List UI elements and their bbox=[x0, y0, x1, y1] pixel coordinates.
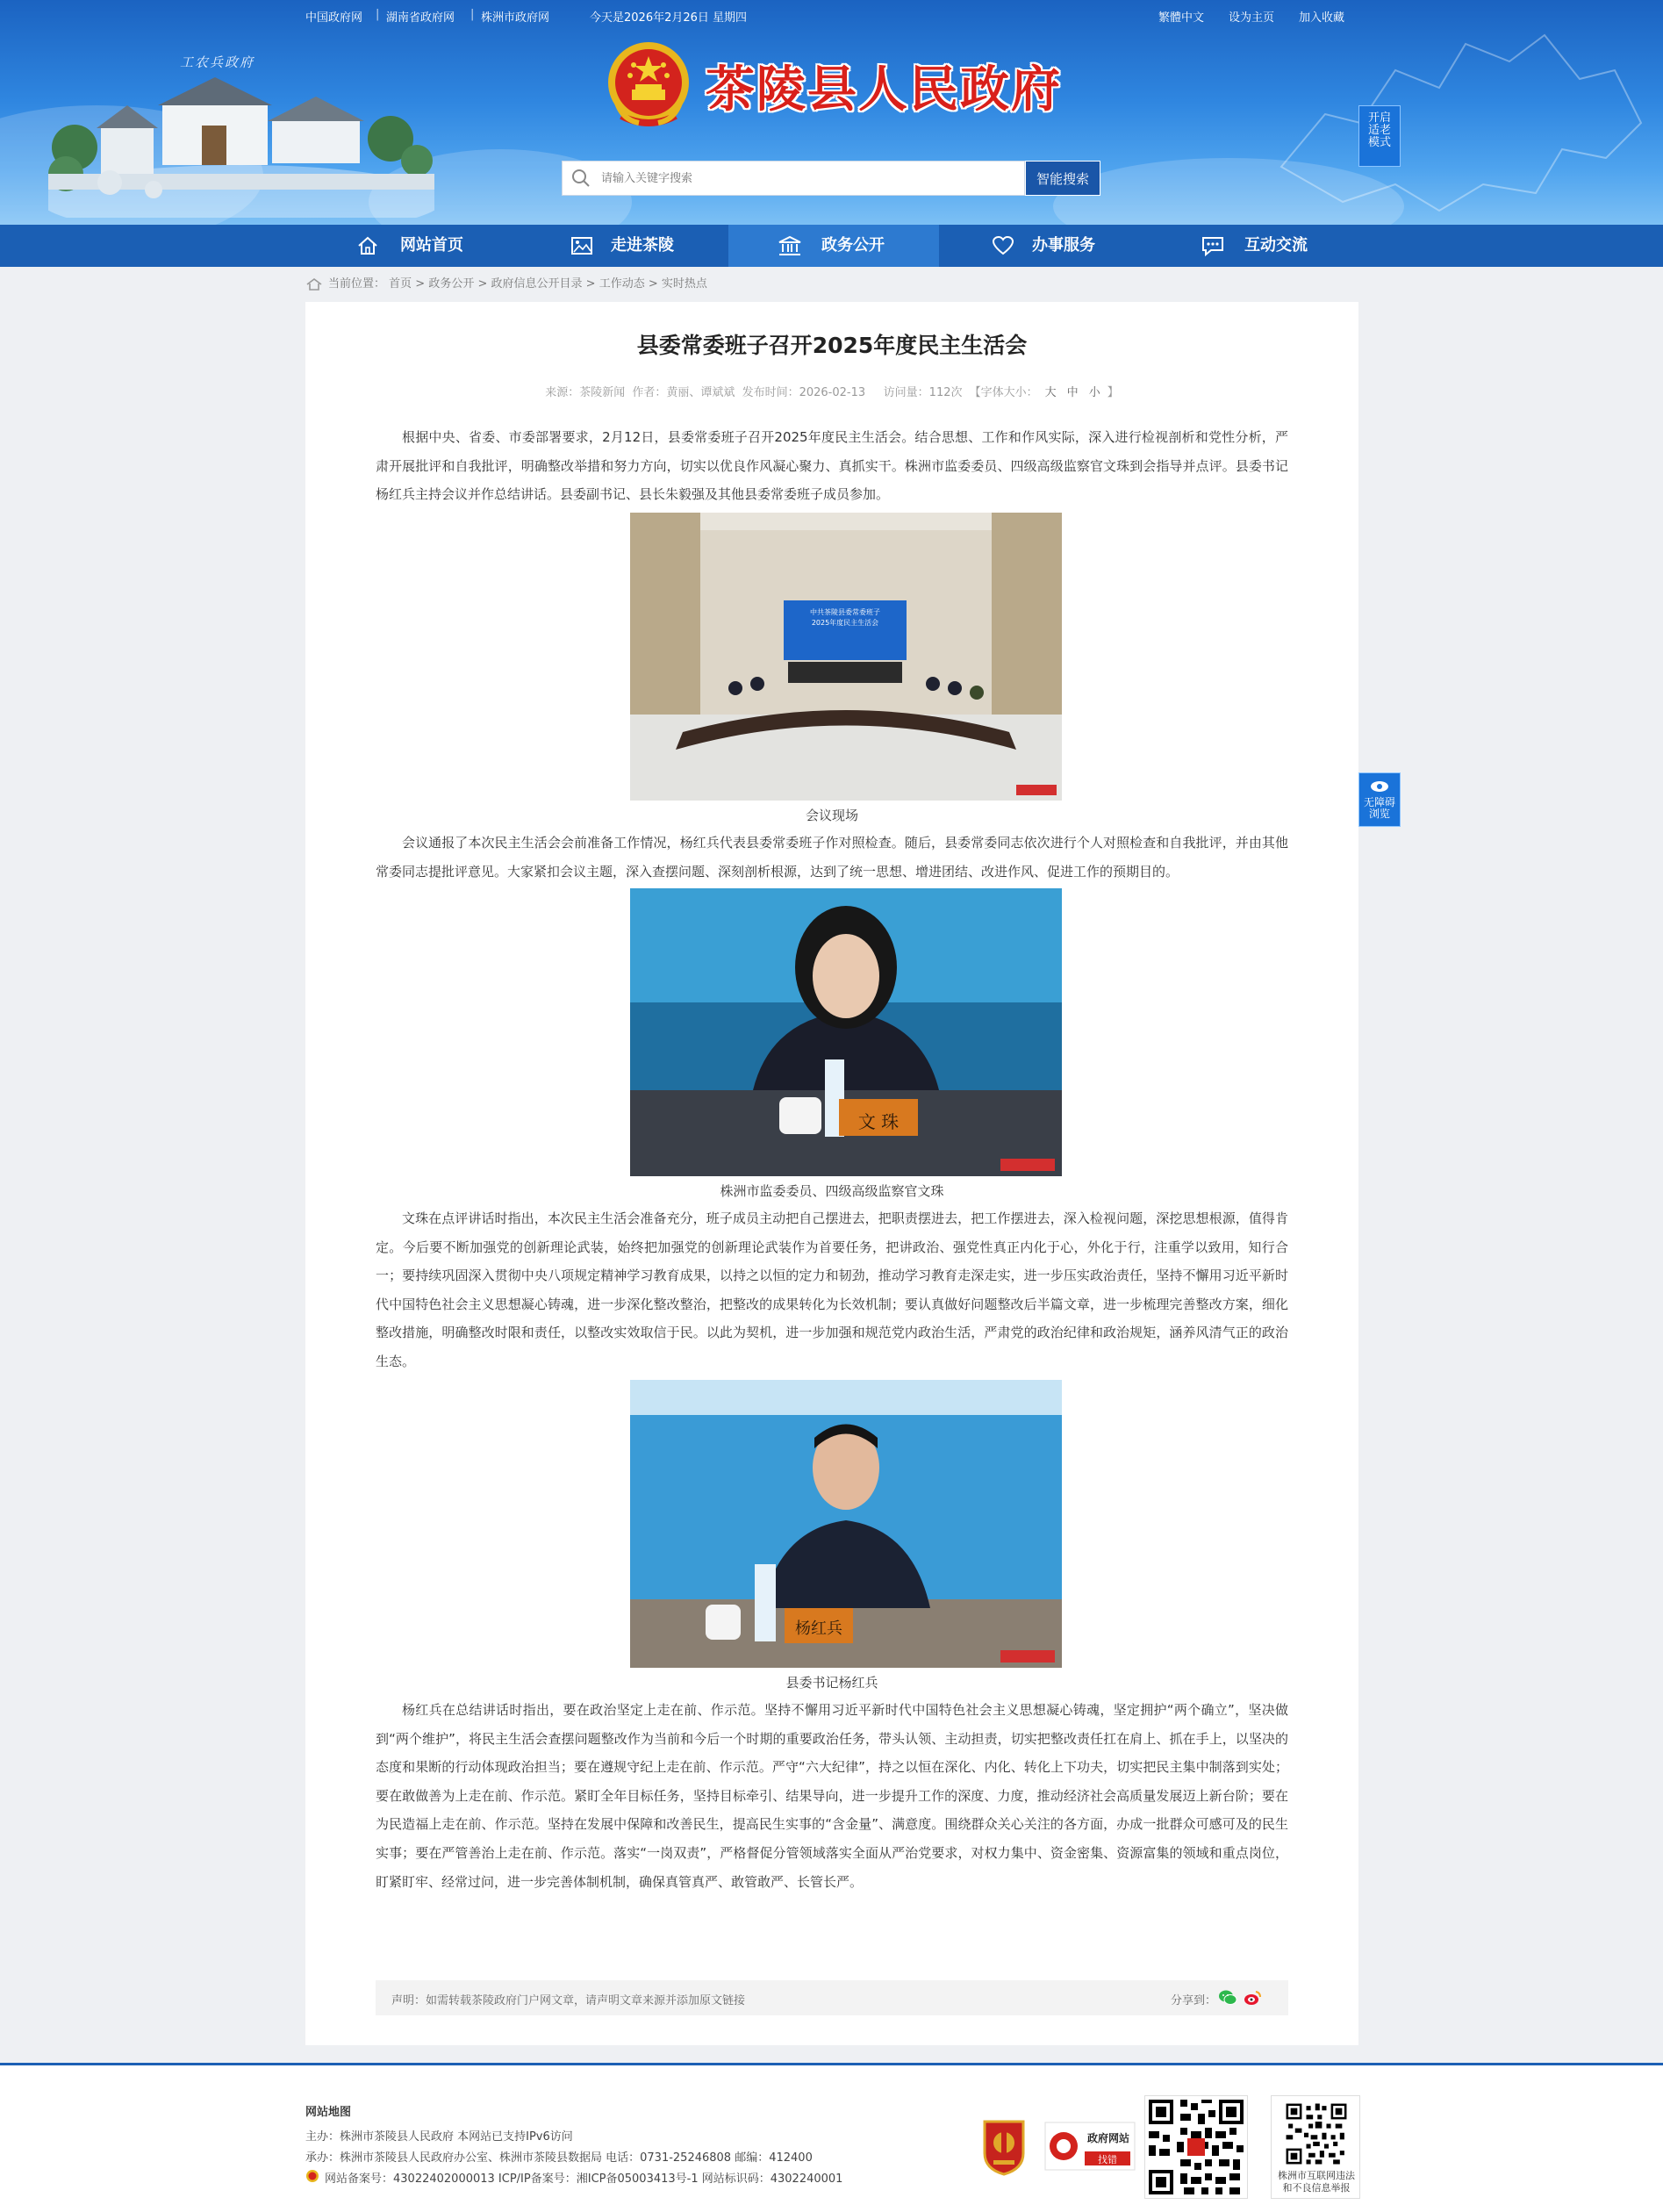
nav-item-interaction[interactable] bbox=[1150, 225, 1360, 267]
party-gov-badge-icon[interactable] bbox=[981, 2118, 1027, 2176]
breadcrumb-prefix: 当前位置： bbox=[328, 277, 386, 291]
breadcrumb-item[interactable]: 首页 bbox=[389, 277, 412, 291]
screen-text: 中共茶陵县委常委班子 bbox=[810, 608, 880, 616]
breadcrumb-separator: > bbox=[582, 277, 599, 291]
wechat-icon[interactable] bbox=[1218, 1989, 1237, 2007]
nav-item-services[interactable] bbox=[939, 225, 1150, 267]
font-size-label: 【字体大小： bbox=[969, 386, 1038, 399]
header-scene-image bbox=[48, 51, 434, 218]
accessibility-button[interactable] bbox=[1358, 772, 1401, 827]
picture-icon bbox=[570, 235, 593, 256]
wechat-qr-code bbox=[1144, 2095, 1248, 2199]
qr-caption: 株洲市互联网违法 bbox=[1278, 2170, 1355, 2181]
breadcrumb-separator: > bbox=[474, 277, 491, 291]
font-size-large[interactable]: 大 bbox=[1044, 386, 1057, 399]
building-icon bbox=[778, 235, 802, 256]
home-icon bbox=[356, 235, 379, 256]
header bbox=[0, 0, 1663, 225]
gov-site-error-badge[interactable] bbox=[1044, 2122, 1136, 2171]
main-nav bbox=[0, 225, 1663, 267]
home-icon bbox=[305, 277, 323, 291]
report-qr-code bbox=[1271, 2095, 1360, 2199]
search-box bbox=[562, 161, 1025, 196]
sitemap-link[interactable]: 网站地图 bbox=[305, 2106, 352, 2119]
traditional-chinese-link[interactable]: 繁體中文 bbox=[1158, 11, 1205, 25]
share-label: 分享到： bbox=[1171, 1994, 1217, 2007]
photo-caption: 会议现场 bbox=[805, 808, 858, 823]
elder-mode-label: 模式 bbox=[1367, 136, 1391, 149]
badge-text: 政府网站 bbox=[1086, 2132, 1129, 2144]
meeting-photo bbox=[630, 513, 1062, 801]
nav-item-about[interactable] bbox=[518, 225, 728, 267]
nav-label: 网站首页 bbox=[400, 236, 463, 255]
link-gov-cn[interactable]: 中国政府网 bbox=[305, 11, 363, 25]
smart-search-button[interactable]: 智能搜索 bbox=[1025, 161, 1100, 196]
breadcrumb-item[interactable]: 实时热点 bbox=[661, 277, 707, 291]
photo-caption: 株洲市监委委员、四级高级监察官文珠 bbox=[720, 1183, 944, 1199]
article-title: 县委常委班子召开2025年度民主生活会 bbox=[636, 333, 1028, 358]
article-views: 访问量：112次 bbox=[883, 386, 963, 399]
article-paragraph: 会议通报了本次民主生活会会前准备工作情况，杨红兵代表县委常委班子作对照检查。随后，县委常委同志依次进行个人对照检查和自我批评，并由其他常委同志提批评意见。大家紧扣会议主题，深入查摆问题、深刻剖析根源，达到了统一思想、增进团结、改进作风、促进工作的预期目的。 bbox=[376, 835, 1288, 880]
article-paragraph: 根据中央、省委、市委部署要求，2月12日，县委常委班子召开2025年度民主生活会。结合思想、工作和作风实际，深入进行检视剖析和党性分析，严肃开展批评和自我批评，明确整改举措和努力方向，切实以优良作风凝心聚力、真抓实干。株洲市监委委员、四级高级监察官文珠到会指导并点评。县委书记杨红兵主持会议并作总结讲话。县委副书记、县长朱毅强及其他县委常委班子成员参加。 bbox=[376, 429, 1288, 503]
elder-mode-label: 适老 bbox=[1367, 124, 1391, 137]
font-size-medium[interactable]: 中 bbox=[1066, 386, 1079, 399]
footer bbox=[0, 2063, 1663, 2212]
nav-label: 政务公开 bbox=[821, 236, 885, 255]
county-map-outline bbox=[1229, 9, 1650, 219]
set-homepage-link[interactable]: 设为主页 bbox=[1229, 11, 1275, 25]
link-hunan-gov[interactable]: 湖南省政府网 bbox=[386, 11, 455, 25]
speaker-photo-yanghongbing bbox=[630, 1380, 1062, 1668]
breadcrumb-separator: > bbox=[644, 277, 662, 291]
nav-item-gov-affairs[interactable] bbox=[728, 225, 939, 267]
weibo-icon[interactable] bbox=[1243, 1989, 1262, 2007]
badge-text: 找错 bbox=[1098, 2154, 1117, 2165]
nav-label: 走进茶陵 bbox=[611, 236, 674, 255]
nav-label: 办事服务 bbox=[1032, 236, 1095, 255]
article-paragraph: 文珠在点评讲话时指出，本次民主生活会准备充分，班子成员主动把自己摆进去，把职责摆进去，把工作摆进去，深入检视问题，深挖思想根源，值得肯定。今后要不断加强党的创新理论武装，始终把加强党的创新理论武装作为首要任务，把讲政治、强党性真正内化于心，外化于行，注重学以致用，知行合一；要持续巩固深入贯彻中央八项规定精神学习教育成果，以持之以恒的定力和韧劲，推动学习教育走深走实，进一步压实政治责任，坚持不懈用习近平新时代中国特色社会主义思想凝心铸魂，进一步深化整改整治，把整改的成果转化为长效机制；要认真做好问题整改后半篇文章，进一步梳理完善整改方案，细化整改措施，明确整改时限和责任，以整改实效取信于民。以此为契机，进一步加强和规范党内政治生活，严肃党的政治纪律和政治规矩，涵养风清气正的政治生态。 bbox=[376, 1210, 1288, 1369]
footer-host: 主办：株洲市茶陵县人民政府 本网站已支持IPv6访问 bbox=[305, 2130, 573, 2144]
footer-organizer: 承办：株洲市茶陵县人民政府办公室、株洲市茶陵县数据局 电话：0731-25246808 邮编：412400 bbox=[305, 2151, 813, 2165]
nav-item-home[interactable] bbox=[307, 225, 518, 267]
national-emblem-icon bbox=[604, 39, 693, 135]
current-date: 今天是2026年2月26日 星期四 bbox=[590, 11, 748, 25]
search-input[interactable] bbox=[601, 169, 1014, 188]
font-size-end: 】 bbox=[1107, 386, 1119, 399]
article-meta bbox=[305, 383, 1358, 399]
breadcrumb-item[interactable]: 政务公开 bbox=[428, 277, 475, 291]
link-zhuzhou-gov[interactable]: 株洲市政府网 bbox=[481, 11, 550, 25]
statement-text: 声明：如需转载茶陵政府门户网文章，请声明文章来源并添加原文链接 bbox=[391, 1994, 746, 2007]
add-favorite-link[interactable]: 加入收藏 bbox=[1299, 11, 1345, 25]
qr-caption: 和不良信息举报 bbox=[1282, 2182, 1351, 2194]
font-size-small[interactable]: 小 bbox=[1088, 386, 1100, 399]
header-motto: 工农兵政府 bbox=[180, 54, 255, 70]
footer-record[interactable]: 网站备案号：43022402000013 ICP/IP备案号：湘ICP备05003413号-1 网站标识码：4302240001 bbox=[325, 2172, 843, 2186]
chat-icon bbox=[1201, 235, 1225, 256]
police-badge-icon bbox=[305, 2169, 319, 2183]
article-container bbox=[305, 302, 1358, 2045]
article-source: 来源：茶陵新闻 bbox=[545, 386, 626, 399]
top-bar bbox=[0, 5, 1663, 25]
speaker-photo-wenzhu bbox=[630, 888, 1062, 1176]
heart-icon bbox=[992, 235, 1014, 256]
copyright-statement bbox=[376, 1980, 1288, 2015]
breadcrumb-item[interactable]: 政府信息公开目录 bbox=[491, 277, 583, 291]
breadcrumb-separator: > bbox=[412, 277, 429, 291]
eye-icon bbox=[1370, 779, 1389, 794]
screen-text: 2025年度民主生活会 bbox=[811, 619, 879, 627]
article-author: 作者：黄丽、谭斌斌 bbox=[632, 386, 735, 399]
nav-label: 互动交流 bbox=[1244, 236, 1308, 255]
elder-mode-button[interactable] bbox=[1358, 105, 1401, 167]
separator: | bbox=[470, 8, 475, 21]
accessibility-label: 无障碍 bbox=[1363, 796, 1395, 808]
accessibility-label: 浏览 bbox=[1368, 808, 1390, 820]
breadcrumb-item[interactable]: 工作动态 bbox=[599, 277, 645, 291]
search-icon bbox=[571, 169, 591, 188]
article-paragraph: 杨红兵在总结讲话时指出，要在政治坚定上走在前、作示范。坚持不懈用习近平新时代中国特色社会主义思想凝心铸魂，坚定拥护“两个确立”，坚决做到“两个维护”，将民主生活会查摆问题整改作为当前和今后一个时期的重要政治任务，带头认领、主动担责，切实把整改责任扛在肩上、抓在手上，以坚决的态度和果断的行动体现政治担当；要在遵规守纪上走在前、作示范。严守“六大纪律”，持之以恒在深化、内化、转化上下功夫，切实把民主集中制落到实处；要在敢做善为上走在前、作示范。紧盯全年目标任务，坚持目标牵引、结果导向，进一步提升工作的深度、力度，推动经济社会高质量发展迈上新台阶；要在为民造福上走在前、作示范。坚持在发展中保障和改善民生，提高民生实事的“含金量”、满意度。围绕群众关心关注的各方面，办成一批群众可感可及的民生实事；要在严管善治上走在前、作示范。落实“一岗双责”，严格督促分管领域落实全面从严治党要求，对权力集中、资金密集、资源富集的领域和重点岗位，盯紧盯牢、经常过问，进一步完善体制机制，确保真管真严、敢管敢严、长管长严。 bbox=[376, 1702, 1288, 1890]
nameplate: 文 珠 bbox=[857, 1111, 900, 1132]
elder-mode-label: 开启 bbox=[1367, 111, 1391, 125]
nameplate: 杨红兵 bbox=[795, 1620, 842, 1638]
separator: | bbox=[376, 8, 380, 21]
site-title: 茶陵县人民政府 bbox=[706, 61, 1062, 118]
photo-caption: 县委书记杨红兵 bbox=[785, 1675, 878, 1691]
article-date: 发布时间：2026-02-13 bbox=[742, 386, 866, 399]
